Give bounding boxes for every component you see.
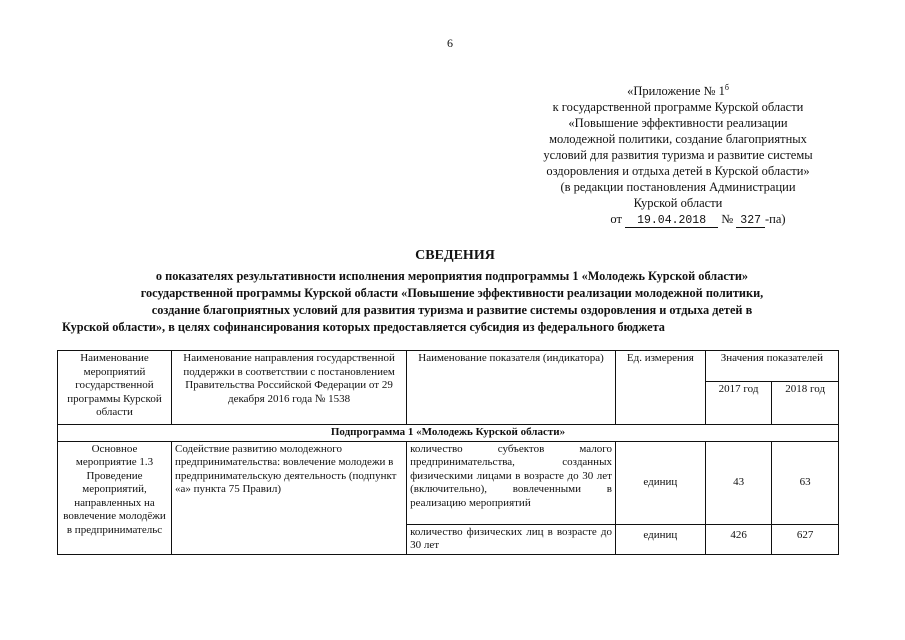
indicator-cell-2: [407, 524, 616, 554]
header-indicator: Наименование показателя (индикатора): [407, 351, 616, 425]
appendix-line-6: оздоровления и отдыха детей в Курской области»: [546, 164, 810, 179]
appendix-block: [508, 80, 848, 228]
subtitle-line-3: создание благоприятных условий для развития туризма и развитие системы оздоровления и отдыха детей в: [151, 303, 753, 317]
indicator-cell-1: количество субъектов малого предпринимательства, созданных физическими лицами в возрасте до 30 лет (включительно), вовлеченными в реализацию мероприятий: [407, 441, 616, 524]
value-2017-cell-1: 43: [705, 441, 772, 524]
subtitle-line-4: Курской области», в целях софинансирования которых предоставляется субсидия из федерального бюджета: [62, 320, 665, 334]
document-date: 19.04.2018: [625, 214, 718, 228]
unit-cell-2: единиц: [615, 524, 705, 554]
appendix-line-1: «Приложение № $1^б$: [627, 83, 729, 99]
number-suffix: -па): [765, 212, 786, 227]
value-2018-cell-1: 63: [772, 441, 839, 524]
appendix-line-3: «Повышение эффективности реализации: [568, 116, 788, 131]
header-values: Значения показателей: [705, 351, 838, 382]
appendix-line-8: Курской области: [633, 196, 723, 211]
event-text: Основное мероприятие 1.3 Проведение мероприятий, направленных на вовлечение молодёжи в предпринимательс: [63, 442, 166, 536]
number-label: №: [721, 212, 734, 227]
header-year-2017: 2017 год: [705, 382, 772, 425]
indicators-table: [57, 350, 839, 555]
document-title: СВЕДЕНИЯ: [415, 248, 495, 263]
table-header-row: [58, 351, 839, 382]
document-subtitle: [62, 268, 842, 336]
appendix-signature-line: [548, 211, 848, 228]
indicator-text-2: количество физических лиц в возрасте до 30 лет: [410, 525, 612, 551]
page-number: 6: [447, 36, 453, 50]
document-number: 327: [736, 214, 765, 228]
unit-cell-1: единиц: [615, 441, 705, 524]
section-title: Подпрограмма 1 «Молодежь Курской области»: [58, 425, 839, 442]
value-2018-cell-2: 627: [772, 524, 839, 554]
subtitle-line-2: государственной программы Курской области «Повышение эффективности реализации молодежной политики,: [140, 286, 764, 300]
appendix-line-2: к государственной программе Курской области: [552, 100, 804, 115]
direction-cell: Содействие развитию молодежного предпринимательства: вовлечение молодежи в предпринимательскую деятельность (подпункт «а» пункта 75 Правил): [172, 441, 407, 554]
table-section-row: [58, 425, 839, 442]
appendix-superscript: б: [724, 83, 729, 92]
header-events: Наименование мероприятий государственной программы Курской области: [58, 351, 172, 425]
value-2017-cell-2: 426: [705, 524, 772, 554]
subtitle-line-1: о показателях результативности исполнения мероприятия подпрограммы 1 «Молодежь Курской области»: [155, 269, 749, 283]
appendix-line-7: (в редакции постановления Администрации: [560, 180, 796, 195]
header-unit: Ед. измерения: [615, 351, 705, 425]
appendix-line-4: молодежной политики, создание благоприятных: [549, 132, 807, 147]
table-row: [58, 441, 839, 524]
appendix-line-5: условий для развития туризма и развитие системы: [543, 148, 813, 163]
from-label: от: [610, 212, 622, 227]
header-year-2018: 2018 год: [772, 382, 839, 425]
header-direction: Наименование направления государственной поддержки в соответствии с постановлением Правительства Российской Федерации от 29 декабря 2016 года № 1538: [172, 351, 407, 425]
event-cell: [58, 441, 172, 554]
